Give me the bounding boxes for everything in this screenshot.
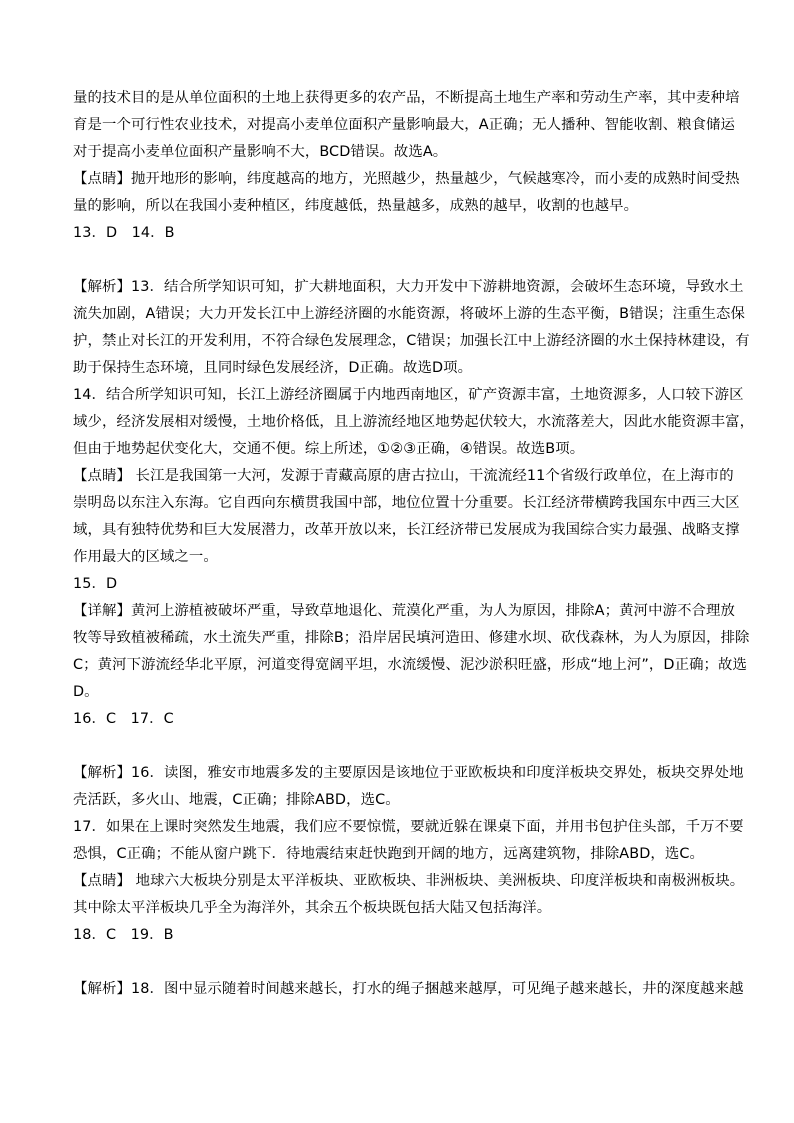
text-line: 对于提高小麦单位面积产量影响不大，BCD错误。故选A。: [73, 144, 448, 160]
text-line: 作用最大的区域之一。: [73, 549, 218, 565]
text-line: 育是一个可行性农业技术，对提高小麦单位面积产量影响最大，A正确；无人播种、智能收割、粮食储运: [73, 117, 736, 133]
blank-line: [73, 250, 725, 277]
text-line: 其中除太平洋板块几乎全为海洋外，其余五个板块既包括大陆又包括海洋。: [73, 900, 552, 916]
text-line: 恐惧，C正确；不能从窗户跳下．待地震结束赶快跑到开阔的地方，远离建筑物，排除ABD，选C。: [73, 846, 705, 862]
text-line: 16．C 17．C: [73, 711, 174, 727]
document-page: [73, 88, 755, 1006]
text-line: 17．如果在上课时突然发生地震，我们应不要惊慌，要就近躲在课桌下面，并用书包护住头部，千万不要: [73, 819, 744, 835]
text-line: 【点睛】 长江是我国第一大河，发源于青藏高原的唐古拉山，干流流经11个省级行政单位，在上海市的: [73, 468, 734, 484]
text-line: C；黄河下游流经华北平原，河道变得宽阔平坦，水流缓慢、泥沙淤积旺盛，形成“地上河”，D正确；故选: [73, 657, 748, 673]
text-line: 护，禁止对长江的开发利用，不符合绿色发展理念，C错误；加强长江中上游经济圈的水土保持林建设，有: [73, 333, 750, 349]
text-line: 助于保持生态环境，且同时绿色发展经济，D正确。故选D项。: [73, 360, 473, 376]
text-line: 15．D: [73, 576, 118, 592]
text-line: 【解析】18．图中显示随着时间越来越长，打水的绳子捆越来越厚，可见绳子越来越长，井的深度越来越: [73, 981, 744, 997]
text-line: 【点睛】 地球六大板块分别是太平洋板块、亚欧板块、非洲板块、美洲板块、印度洋板块和南极洲板块。: [73, 873, 745, 889]
text-line: 崇明岛以东注入东海。它自西向东横贯我国中部，地位位置十分重要。长江经济带横跨我国东中西三大区: [73, 495, 740, 511]
text-line: 【解析】13．结合所学知识可知，扩大耕地面积，大力开发中下游耕地资源，会破坏生态环境，导致水土: [73, 279, 744, 295]
text-line: 量的技术目的是从单位面积的土地上获得更多的农产品，不断提高土地生产率和劳动生产率，其中麦种培: [73, 90, 740, 106]
text-line: 18．C 19．B: [73, 927, 174, 943]
text-line: 【详解】黄河上游植被破坏严重，导致草地退化、荒漠化严重，为人为原因，排除A；黄河中游不合理放: [73, 603, 736, 619]
text-line: 壳活跃，多火山、地震，C正确；排除ABD，选C。: [73, 792, 400, 808]
text-line: 【点睛】抛开地形的影响，纬度越高的地方，光照越少，热量越少，气候越寒冷，而小麦的成熟时间受热: [73, 171, 740, 187]
text-line: 流失加剧，A错误；大力开发长江中上游经济圈的水能资源，将破坏上游的生态平衡，B错误；注重生态保: [73, 306, 745, 322]
text-line: 量的影响，所以在我国小麦种植区，纬度越低，热量越多，成熟的越早，收割的也越早。: [73, 198, 639, 214]
blank-line: [73, 736, 725, 763]
text-line: 13．D 14．B: [73, 225, 175, 241]
text-line: 域，具有独特优势和巨大发展潜力，改革开放以来，长江经济带已发展成为我国综合实力最强、战略支撑: [73, 522, 740, 538]
text-line: 牧等导致植被稀疏，水土流失严重，排除B；沿岸居民填河造田、修建水坝、砍伐森林，为人为原因，排除: [73, 630, 750, 646]
text-line: 域少，经济发展相对缓慢，土地价格低，且上游流经地区地势起伏较大，水流落差大，因此水能资源丰富，: [73, 414, 755, 430]
text-line: 【解析】16．读图，雅安市地震多发的主要原因是该地位于亚欧板块和印度洋板块交界处，板块交界处地: [73, 765, 744, 781]
blank-line: [73, 952, 725, 979]
text-line: 14．结合所学知识可知，长江上游经济圈属于内地西南地区，矿产资源丰富，土地资源多，人口较下游区: [73, 387, 744, 403]
text-line: D。: [73, 684, 99, 700]
text-line: 但由于地势起伏变化大，交通不便。综上所述，①②③正确，④错误。故选B项。: [73, 441, 585, 457]
